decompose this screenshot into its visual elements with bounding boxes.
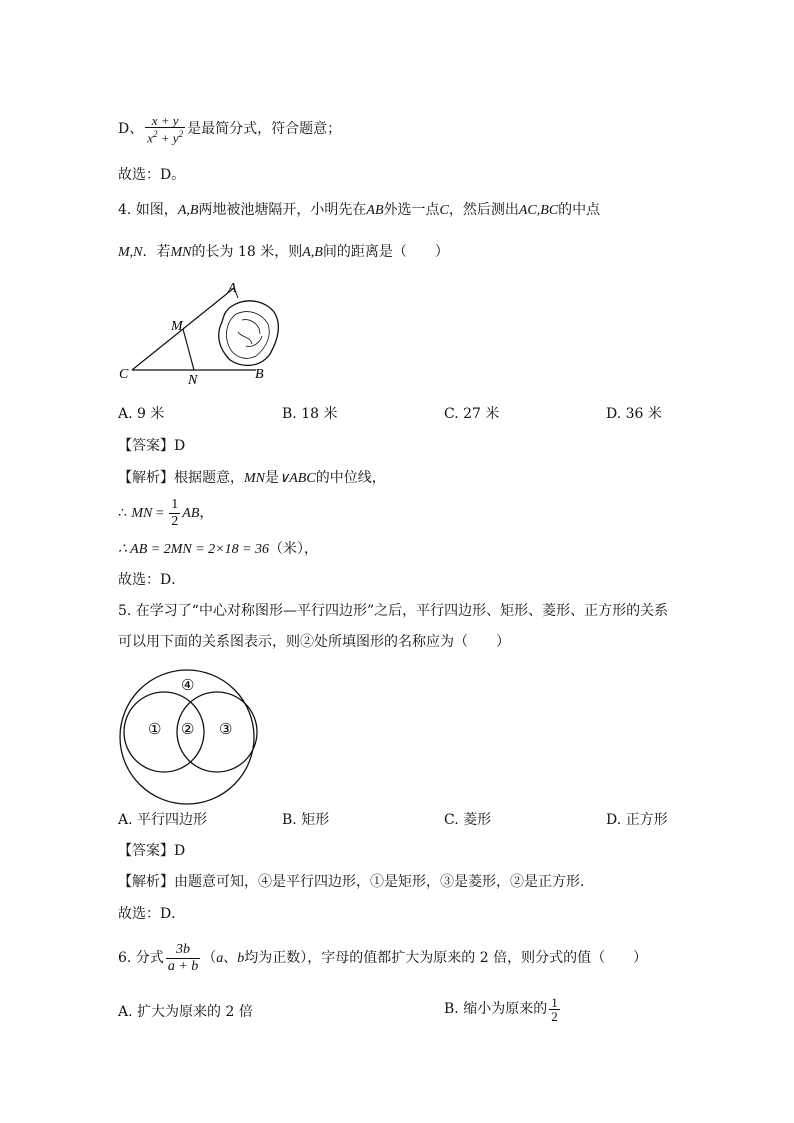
q4-label-b: B xyxy=(255,367,264,382)
option-d-line xyxy=(118,114,341,144)
q6-option-a: A. 扩大为原来的 2 倍 xyxy=(118,1004,253,1020)
q5-stem-line1: 5. 在学习了“中心对称图形—平行四边形”之后，平行四边形、矩形、菱形、正方形的关系 xyxy=(118,603,669,619)
q4-stem-line2: M,N．若MN的长为 18 米，则A,B间的距离是（ ） xyxy=(118,244,449,260)
q4-option-c: C. 27 米 xyxy=(444,406,500,422)
venn-label-3: ③ xyxy=(219,722,233,738)
q4-option-b: B. 18 米 xyxy=(282,406,338,422)
q5-option-b: B. 矩形 xyxy=(282,812,330,828)
q6-fraction: $\frac{3b}{a + b}$ xyxy=(167,941,199,974)
q5-conclusion: 故选：D． xyxy=(118,906,186,922)
q3-conclusion: 故选：D。 xyxy=(118,167,186,183)
q4-label-a: A xyxy=(228,281,237,296)
q5-option-c: C. 菱形 xyxy=(444,812,492,828)
q6-stem: 6. 分式 $\frac{3b}{a + b}$ （a、b均为正数），字母的值都扩大为原来的 2 倍，则分式的值（ ） xyxy=(118,941,648,974)
q6-option-b-fraction: $\frac{1}{2}$ xyxy=(551,994,558,1024)
fraction-d-numerator: x + y xyxy=(145,114,185,128)
q4-option-a: A. 9 米 xyxy=(118,406,165,422)
q4-label-n: N xyxy=(188,373,198,388)
fraction-d xyxy=(145,114,185,144)
q4-triangle-figure xyxy=(110,276,290,388)
option-d-suffix: 是最简分式，符合题意； xyxy=(187,121,342,138)
q5-option-a: A. 平行四边形 xyxy=(118,812,208,828)
q5-analysis: 【解析】由题意可知，④是平行四边形，①是矩形，③是菱形，②是正方形． xyxy=(118,874,594,890)
fraction-d-denominator: $x^2 + y^2$ xyxy=(147,129,184,146)
q4-conclusion: 故选：D． xyxy=(118,572,186,588)
q4-analysis: 【解析】根据题意，MN是∨ABC的中位线， xyxy=(118,470,386,486)
q4-step1: ∴ MN = $\frac{1}{2}$ AB， xyxy=(118,496,214,529)
q5-stem-line2: 可以用下面的关系图表示，则②处所填图形的名称应为（ ） xyxy=(118,634,510,650)
half-fraction: $\frac{1}{2}$ xyxy=(171,496,179,529)
q4-answer: 【答案】D xyxy=(118,438,186,454)
q4-option-d: D. 36 米 xyxy=(606,406,662,422)
q5-answer: 【答案】D xyxy=(118,843,186,859)
option-d-prefix: D、 xyxy=(118,121,144,138)
q4-stem-line1: 4. 如图，A,B两地被池塘隔开，小明先在AB外选一点C，然后测出AC,BC的中点 xyxy=(118,202,601,218)
q4-step2: ∴ AB = 2MN = 2×18 = 36（米）， xyxy=(118,541,319,557)
venn-label-2: ② xyxy=(181,722,195,738)
venn-label-1: ① xyxy=(148,722,162,738)
q6-option-b: B. 缩小为原来的 $\frac{1}{2}$ xyxy=(444,994,558,1024)
q4-label-c: C xyxy=(119,367,129,382)
q4-label-m: M xyxy=(171,319,183,334)
venn-label-4: ④ xyxy=(181,678,195,694)
q5-venn-diagram xyxy=(118,668,258,808)
q5-option-d: D. 正方形 xyxy=(606,812,668,828)
